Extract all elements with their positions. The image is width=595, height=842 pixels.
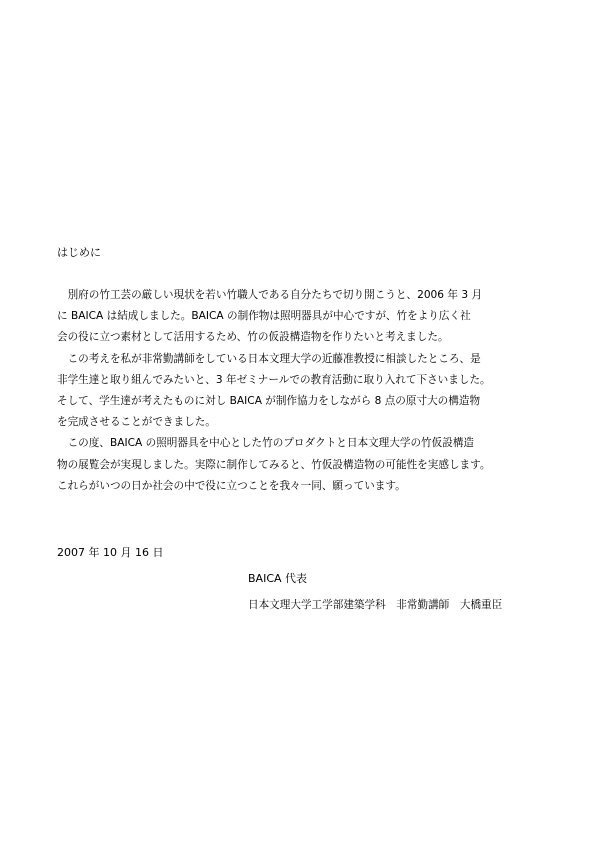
body-line-8: この度、BAICA の照明器具を中心とした竹のプロダクトと日本文理大学の竹仮設構造 <box>57 437 475 450</box>
document-date: 2007 年 10 月 16 日 <box>57 546 164 559</box>
signature-name: 日本文理大学工学部建築学科 非常勤講師 大橋重臣 <box>248 599 503 611</box>
body-line-9: 物の展覧会が実現しました。実際に制作してみると、竹仮設構造物の可能性を実感します。 <box>57 458 491 471</box>
section-heading: はじめに <box>57 246 101 259</box>
body-line-1: 別府の竹工芸の厳しい現状を若い竹職人である自分たちで切り開こうと、2006 年 3 月 <box>57 289 483 301</box>
body-text <box>57 285 547 497</box>
body-line-4: この考えを私が非常勤講師をしている日本文理大学の近藤准教授に相談したところ、是 <box>57 352 481 365</box>
body-line-7: を完成させることができました。 <box>57 416 216 429</box>
body-line-10: これらがいつの日か社会の中で役に立つことを我々一同、願っています。 <box>57 479 406 492</box>
body-line-2: に BAICA は結成しました。BAICA の制作物は照明器具が中心ですが、竹をより広く社 <box>57 310 471 323</box>
body-line-6: そして、学生達が考えたものに対し BAICA が制作協力をしながら 8 点の原寸大の構造物 <box>57 394 481 407</box>
body-line-3: 会の役に立つ素材として活用するため、竹の仮設構造物を作りたいと考えました。 <box>57 331 449 344</box>
body-line-5: 非学生達と取り組んでみたいと、3 年ゼミナールでの教育活動に取り入れて下さいました。 <box>57 373 491 386</box>
signature-organization: BAICA 代表 <box>248 572 308 585</box>
